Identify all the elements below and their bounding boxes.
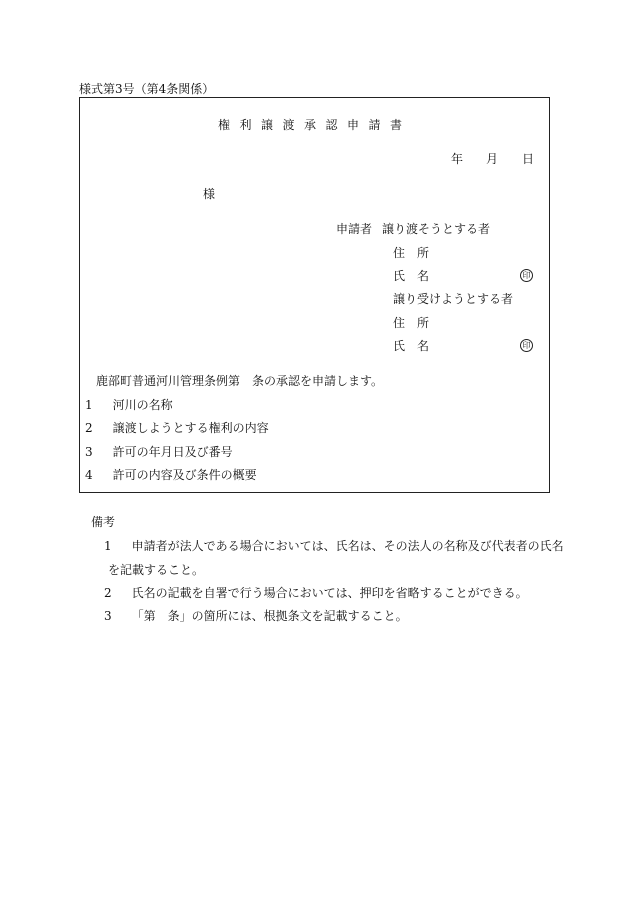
form-number-label: 様式第3号（第4条関係） <box>79 82 215 96</box>
request-sentence: 鹿部町普通河川管理条例第 条の承認を申請します。 <box>96 374 384 388</box>
transferor-address-label: 住 所 <box>393 246 430 260</box>
list-item <box>85 468 257 482</box>
transferee-seal-mark: 印 <box>520 339 533 352</box>
transferor-name-label: 氏 名 <box>393 269 430 283</box>
item-number: 2 <box>85 421 93 435</box>
list-item <box>85 421 269 435</box>
item-number: 3 <box>85 445 93 459</box>
note-item <box>104 609 408 623</box>
note-number: 2 <box>104 586 112 600</box>
list-item <box>85 398 173 412</box>
item-number: 1 <box>85 398 93 412</box>
addressee-suffix: 様 <box>203 187 216 201</box>
applicant-label: 申請者 <box>336 222 373 236</box>
item-text: 許可の年月日及び番号 <box>112 445 233 459</box>
notes-heading: 備考 <box>91 515 116 529</box>
item-text: 譲渡しようとする権利の内容 <box>112 421 269 435</box>
date-year-label: 年 <box>451 152 464 166</box>
list-item <box>85 445 233 459</box>
item-number: 4 <box>85 468 93 482</box>
transferee-address-label: 住 所 <box>393 316 430 330</box>
note-item <box>104 539 564 553</box>
note-item <box>104 586 528 600</box>
date-day-label: 日 <box>522 152 535 166</box>
note-item-continuation: を記載すること。 <box>108 563 205 577</box>
note-text: 申請者が法人である場合においては、氏名は、その法人の名称及び代表者の氏名 <box>131 539 564 553</box>
item-text: 河川の名称 <box>112 398 173 412</box>
date-month-label: 月 <box>486 152 499 166</box>
transferee-label: 譲り受けようとする者 <box>393 292 514 306</box>
note-number: 1 <box>104 539 112 553</box>
item-text: 許可の内容及び条件の概要 <box>112 468 257 482</box>
transferor-seal-mark: 印 <box>520 269 533 282</box>
note-number: 3 <box>104 609 112 623</box>
form-title: 権利譲渡承認申請書 <box>218 118 412 132</box>
transferor-label: 譲り渡そうとする者 <box>382 222 491 236</box>
transferee-name-label: 氏 名 <box>393 339 430 353</box>
note-text: 氏名の記載を自署で行う場合においては、押印を省略することができる。 <box>131 586 528 600</box>
note-text: 「第 条」の箇所には、根拠条文を記載すること。 <box>131 609 408 623</box>
